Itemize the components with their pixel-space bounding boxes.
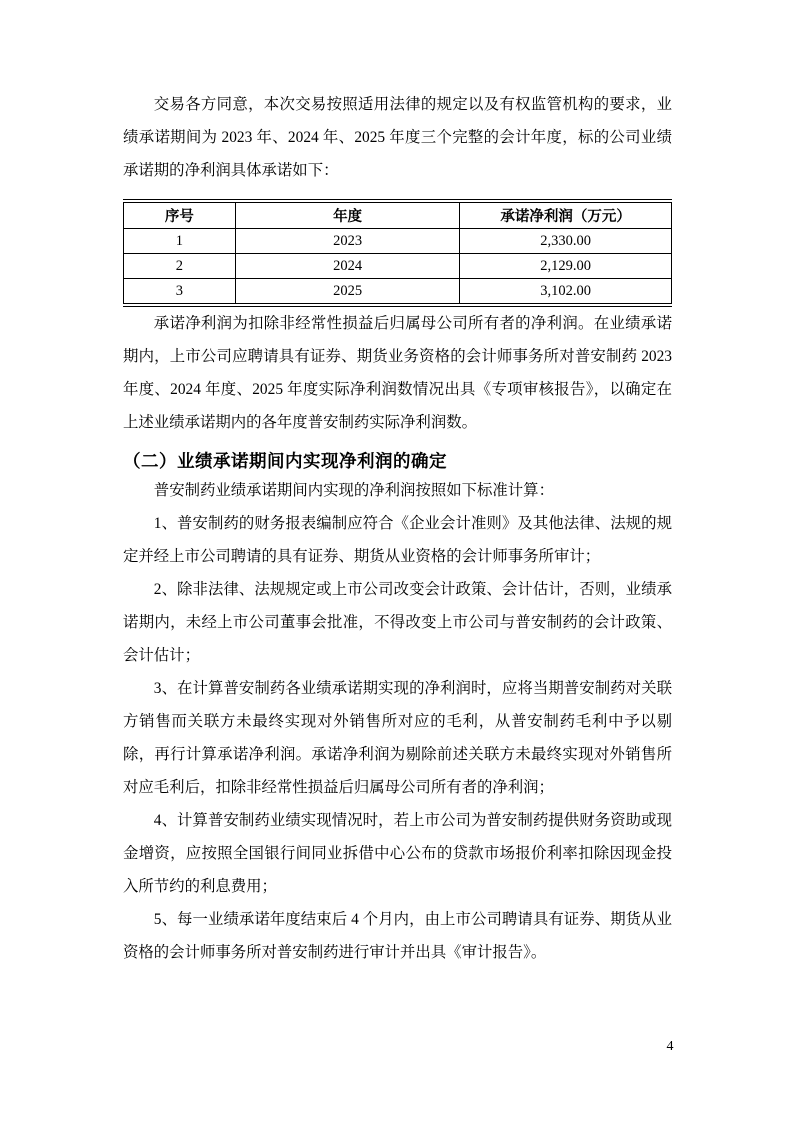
- profit-commitment-table: [123, 199, 672, 307]
- table-header-row: [124, 201, 672, 229]
- table-header-year: 年度: [235, 201, 460, 229]
- cell-profit: 3,102.00: [460, 279, 672, 306]
- page-number: 4: [666, 1039, 674, 1054]
- list-item-5: 5、每一业绩承诺年度结束后 4 个月内，由上市公司聘请具有证券、期货从业资格的会计师事务所对普安制药进行审计并出具《审计报告》。: [123, 911, 672, 961]
- cell-year: 2025: [235, 279, 460, 306]
- paragraph-calculation-intro: 普安制药业绩承诺期间内实现的净利润按照如下标准计算：: [153, 482, 554, 499]
- cell-profit: 2,330.00: [460, 229, 672, 254]
- paragraph-committed-profit-definition: 承诺净利润为扣除非经常性损益后归属母公司所有者的净利润。在业绩承诺期内，上市公司应聘请具有证券、期货业务资格的会计师事务所对普安制药 2023 年度、2024 年度、2025 年度实际净利润数情况出具《专项审核报告》，以确定在上述业绩承诺期内的各年度普安制药实际净利润数。: [123, 315, 672, 431]
- table-header-committed-profit: 承诺净利润（万元）: [460, 201, 672, 229]
- list-item-3: 3、在计算普安制药各业绩承诺期实现的净利润时，应将当期普安制药对关联方销售而关联方未最终实现对外销售所对应的毛利，从普安制药毛利中予以剔除，再行计算承诺净利润。承诺净利润为剔除前述关联方未最终实现对外销售所对应毛利后，扣除非经常性损益后归属母公司所有者的净利润；: [123, 680, 672, 796]
- section-heading: （二）业绩承诺期间内实现净利润的确定: [123, 451, 447, 471]
- cell-index: 3: [124, 279, 236, 306]
- table-header-index: 序号: [124, 201, 236, 229]
- cell-year: 2024: [235, 254, 460, 279]
- cell-index: 2: [124, 254, 236, 279]
- table-row: [124, 279, 672, 306]
- list-item-1: 1、普安制药的财务报表编制应符合《企业会计准则》及其他法律、法规的规定并经上市公司聘请的具有证券、期货从业资格的会计师事务所审计；: [123, 515, 672, 565]
- table-row: [124, 254, 672, 279]
- cell-year: 2023: [235, 229, 460, 254]
- list-item-2: 2、除非法律、法规规定或上市公司改变会计政策、会计估计，否则，业绩承诺期内，未经上市公司董事会批准，不得改变上市公司与普安制药的会计政策、会计估计；: [123, 581, 672, 664]
- table-row: [124, 229, 672, 254]
- cell-profit: 2,129.00: [460, 254, 672, 279]
- cell-index: 1: [124, 229, 236, 254]
- list-item-4: 4、计算普安制药业绩实现情况时，若上市公司为普安制药提供财务资助或现金增资，应按照全国银行间同业拆借中心公布的贷款市场报价利率扣除因现金投入所节约的利息费用；: [123, 812, 672, 895]
- paragraph-intro: 交易各方同意，本次交易按照适用法律的规定以及有权监管机构的要求，业绩承诺期间为 2023 年、2024 年、2025 年度三个完整的会计年度，标的公司业绩承诺期的净利润具体承诺如下：: [123, 96, 672, 179]
